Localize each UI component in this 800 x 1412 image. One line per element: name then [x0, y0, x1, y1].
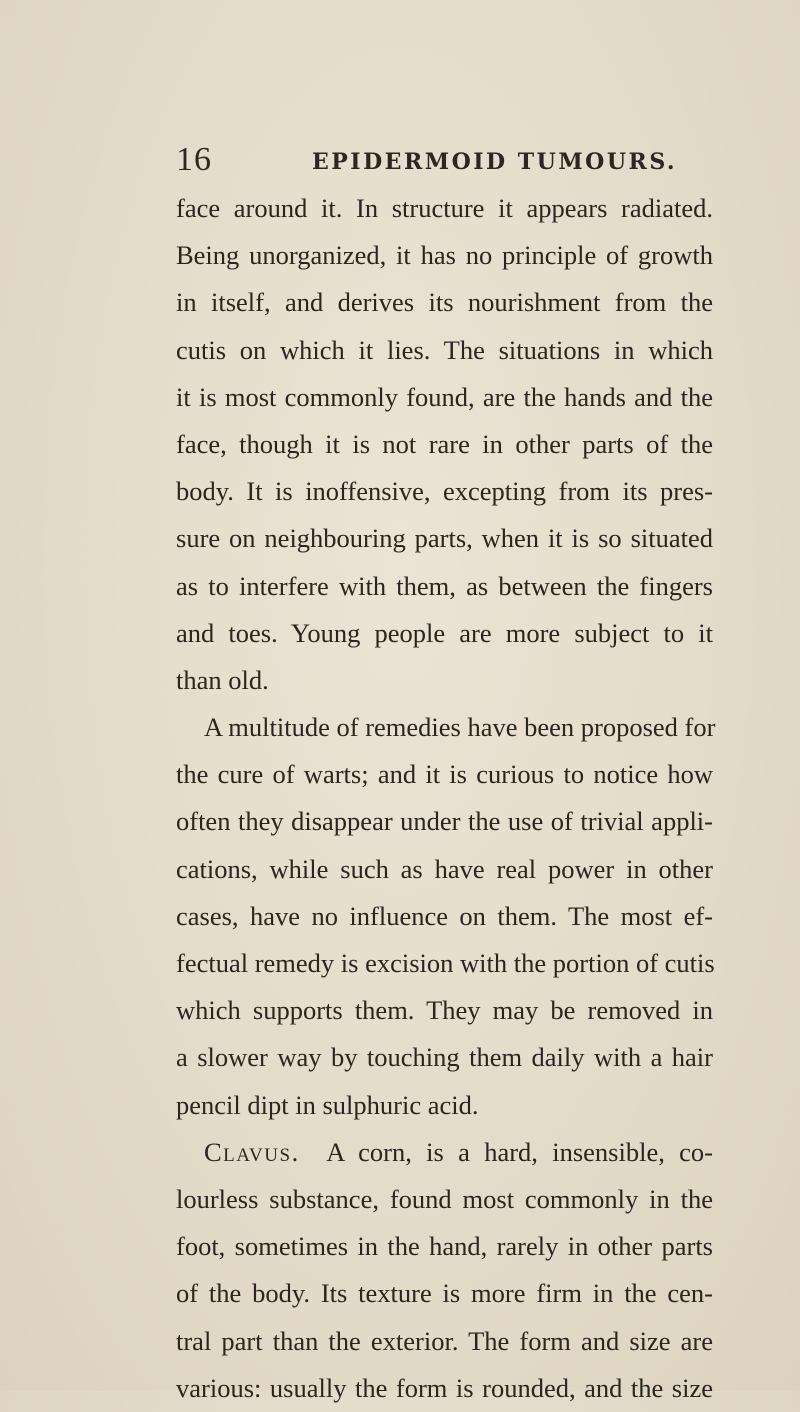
text-line: of the body. Its texture is more firm in the cen- — [176, 1278, 713, 1309]
text-line: body. It is inoffensive, excepting from its pres- — [176, 476, 713, 507]
text-line: cases, have no influence on them. The most ef- — [176, 900, 713, 931]
text-line: face around it. In structure it appears radiated. — [176, 193, 713, 223]
text-line: in itself, and derives its nourishment from the — [176, 287, 713, 318]
paragraph-wart-remedies — [176, 704, 716, 1129]
text-line: pencil dipt in sulphuric acid. — [176, 1089, 479, 1120]
text-line: A multitude of remedies have been proposed for — [204, 712, 716, 743]
text-line: sure on neighbouring parts, when it is so situated — [176, 523, 713, 554]
text-line: the cure of warts; and it is curious to notice how — [176, 759, 713, 790]
text-line: it is most commonly found, are the hands and the — [176, 381, 713, 412]
paragraph-warts-description — [176, 185, 713, 704]
page-number: 16 — [176, 141, 212, 178]
text-line: various: usually the form is rounded, and the size — [176, 1372, 713, 1403]
text-line: fectual remedy is excision with the portion of cutis — [176, 948, 715, 978]
text-line: which supports them. They may be removed in — [176, 995, 713, 1026]
text-line-content: A corn, is a hard, insensible, co- — [326, 1136, 713, 1167]
section-heading-clavus: Clavus. — [204, 1136, 300, 1167]
text-line: foot, sometimes in the hand, rarely in other parts — [176, 1231, 713, 1262]
body-text — [176, 185, 716, 1412]
paragraph-clavus — [176, 1129, 713, 1412]
text-line: lourless substance, found most commonly in the — [176, 1183, 713, 1214]
text-line: a slower way by touching them daily with a hair — [176, 1042, 713, 1073]
text-line: as to interfere with them, as between the fingers — [176, 570, 713, 601]
page-header — [176, 140, 716, 190]
text-line: often they disappear under the use of trivial appli- — [176, 806, 713, 837]
text-line: cations, while such as have real power in other — [176, 853, 713, 884]
text-line: tral part than the exterior. The form and size are — [176, 1325, 713, 1356]
running-head: EPIDERMOID TUMOURS. — [312, 149, 678, 175]
text-line: face, though it is not rare in other parts of the — [176, 428, 713, 459]
text-line: and toes. Young people are more subject to it — [176, 617, 713, 648]
text-line: than old. — [176, 664, 269, 695]
text-line: Being unorganized, it has no principle of growth — [176, 240, 713, 271]
text-line: cutis on which it lies. The situations in which — [176, 334, 713, 365]
text-line — [176, 1129, 713, 1176]
